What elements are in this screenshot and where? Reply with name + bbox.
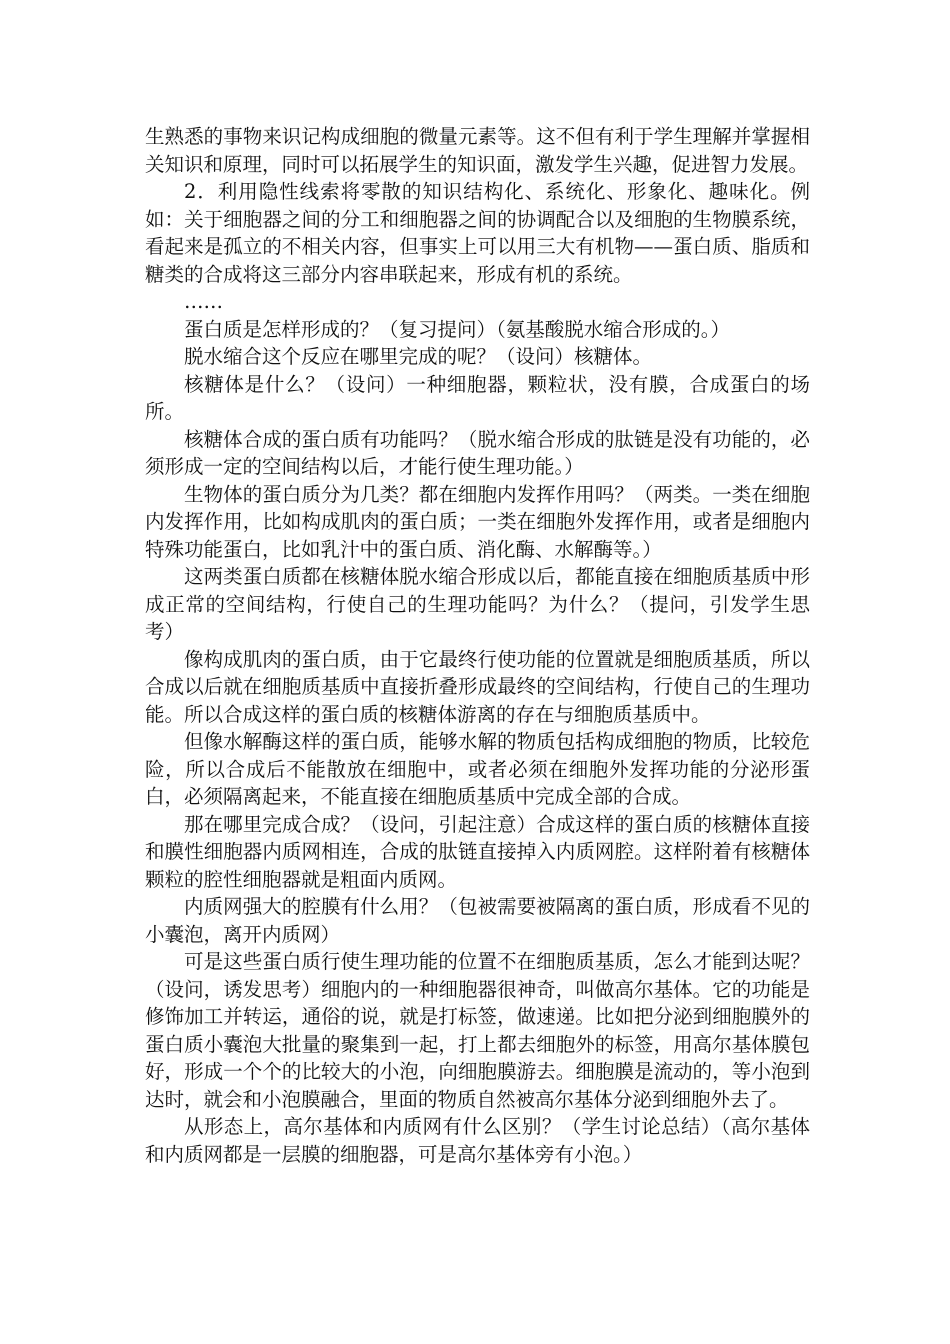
paragraph-golgi: 可是这些蛋白质行使生理功能的位置不在细胞质基质，怎么才能到达呢？（设问，诱发思考）细胞内的一种细胞器很神奇，叫做高尔基体。它的功能是修饰加工并转运，通俗的说，就是打标签，做速递。比如把分泌到细胞膜外的蛋白质小囊泡大批量的聚集到一起，打上都去细胞外的标签，用高尔基体膜包好，形成一个个的比较大的小泡，向细胞膜游去。细胞膜是流动的，等小泡到达时，就会和小泡膜融合，里面的物质自然被高尔基体分泌到细胞外去了。 — [145, 950, 810, 1111]
paragraph-rough-er: 那在哪里完成合成？（设问，引起注意）合成这样的蛋白质的核糖体直接和膜性细胞器内质网相连，合成的肽链直接掉入内质网腔。这样附着有核糖体颗粒的腔性细胞器就是粗面内质网。 — [145, 812, 810, 891]
paragraph-question-ribosome: 核糖体是什么？（设问）一种细胞器，颗粒状，没有膜，合成蛋白的场所。 — [145, 372, 810, 423]
paragraph-point-2: 2．利用隐性线索将零散的知识结构化、系统化、形象化、趣味化。例如：关于细胞器之间的分工和细胞器之间的协调配合以及细胞的生物膜系统，看起来是孤立的不相关内容，但事实上可以用三大有机物——蛋白质、脂质和糖类的合成将这三部分内容串联起来，形成有机的系统。 — [145, 180, 810, 286]
paragraph-question-protein-types: 生物体的蛋白质分为几类？都在细胞内发挥作用吗？（两类。一类在细胞内发挥作用，比如构成肌肉的蛋白质；一类在细胞外发挥作用，或者是细胞内特殊功能蛋白，比如乳汁中的蛋白质、消化酶、水解酶等。） — [145, 482, 810, 561]
paragraph-hydrolase: 但像水解酶这样的蛋白质，能够水解的物质包括构成细胞的物质，比较危险，所以合成后不能散放在细胞中，或者必须在细胞外发挥功能的分泌形蛋白，必须隔离起来，不能直接在细胞质基质中完成全部的合成。 — [145, 730, 810, 808]
paragraph-er-membrane: 内质网强大的腔膜有什么用？（包被需要被隔离的蛋白质，形成看不见的小囊泡，离开内质网） — [145, 895, 810, 946]
paragraph-ellipsis: …… — [184, 290, 223, 313]
document-body — [145, 123, 810, 1168]
paragraph-question-spatial-structure: 这两类蛋白质都在核糖体脱水缩合形成以后，都能直接在细胞质基质中形成正常的空间结构，行使自己的生理功能吗？为什么？（提问，引发学生思考） — [145, 565, 810, 643]
paragraph-muscle-protein: 像构成肌肉的蛋白质，由于它最终行使功能的位置就是细胞质基质，所以合成以后就在细胞质基质中直接折叠形成最终的空间结构，行使自己的生理功能。所以合成这样的蛋白质的核糖体游离的存在与细胞质基质中。 — [145, 647, 810, 726]
paragraph-golgi-vs-er: 从形态上，高尔基体和内质网有什么区别？（学生讨论总结）（高尔基体和内质网都是一层膜的细胞器，可是高尔基体旁有小泡。） — [145, 1115, 810, 1166]
paragraph-question-ribosome-function: 核糖体合成的蛋白质有功能吗？（脱水缩合形成的肽链是没有功能的，必须形成一定的空间结构以后，才能行使生理功能。） — [145, 427, 810, 478]
paragraph-question-protein-formation: 蛋白质是怎样形成的？（复习提问）（氨基酸脱水缩合形成的。） — [184, 317, 731, 341]
paragraph-question-dehydration-site: 脱水缩合这个反应在哪里完成的呢？（设问）核糖体。 — [184, 345, 653, 368]
paragraph-continuation: 生熟悉的事物来识记构成细胞的微量元素等。这不但有利于学生理解并掌握相关知识和原理，同时可以拓展学生的知识面，激发学生兴趣，促进智力发展。 — [145, 125, 810, 176]
